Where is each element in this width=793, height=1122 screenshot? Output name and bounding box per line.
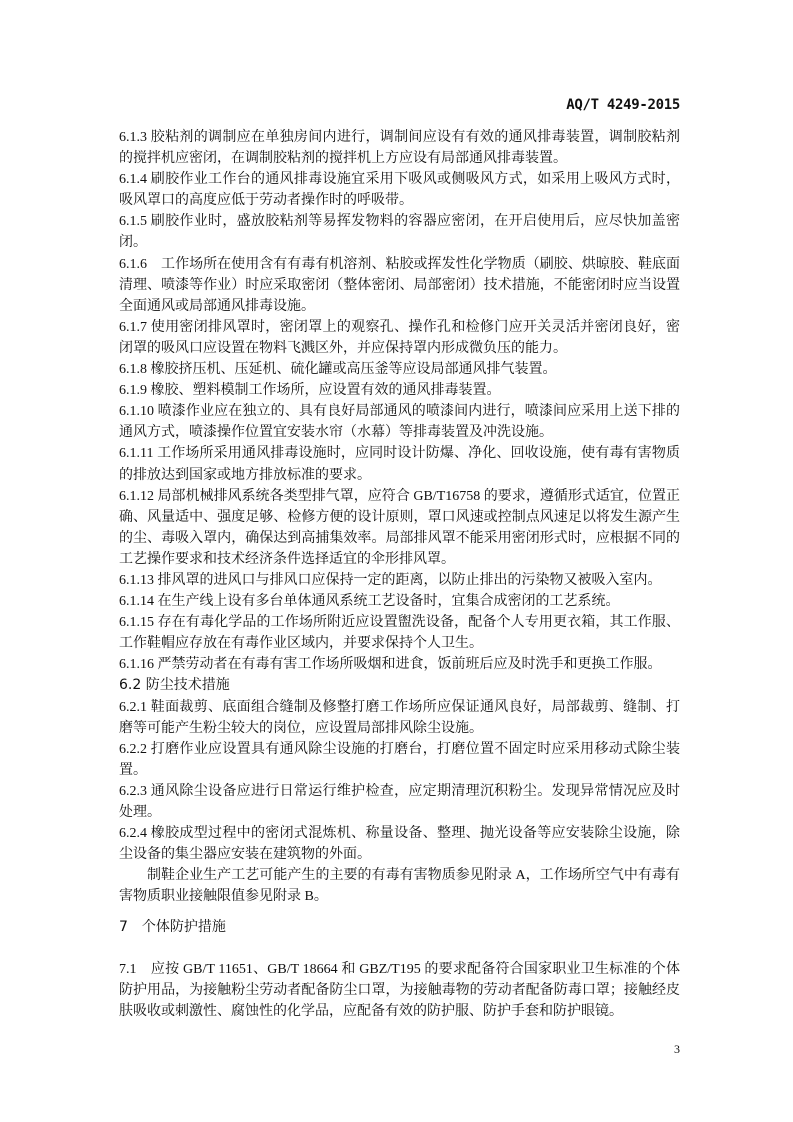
paragraph [119,127,680,169]
text-line: 闭。 [119,235,147,251]
text-line: 清理、喷漆等作业）时应采取密闭（整体密闭、局部密闭）技术措施，不能密闭时应当设置 [119,277,680,293]
text-line: 肤吸收或刺激性、腐蚀性的化学品，应配备有效的防护服、防护手套和防护眼镜。 [119,1003,623,1019]
text-line: 全面通风或局部通风排毒设施。 [119,298,315,314]
text-line: 6.2.3 通风除尘设备应进行日常运行维护检查，应定期清理沉积粉尘。发现异常情况应及时 [119,783,680,799]
paragraph [119,865,680,907]
text-line: 6.1.4 刷胶作业工作台的通风排毒设施宜采用下吸风或侧吸风方式，如采用上吸风方式时， [119,172,680,188]
text-line: 6.2 防尘技术措施 [119,677,230,694]
text-line: 6.1.15 存在有毒化学品的工作场所附近应设置盥洗设备，配备个人专用更衣箱，其工作服、 [119,615,680,631]
paragraph [119,443,680,485]
text-line: 处理。 [119,805,161,820]
text-line: 通风方式，喷漆操作位置宜安装水帘（水幕）等排毒装置及冲洗设施。 [119,425,553,441]
paragraph [119,359,680,380]
document-body [119,127,680,1022]
text-line: 6.1.8 橡胶挤压机、压延机、硫化罐或高压釜等应设局部通风排气装置。 [119,362,557,378]
paragraph [119,211,680,253]
text-line: 工艺操作要求和技术经济条件选择适宜的伞形排风罩。 [119,551,455,567]
paragraph [119,612,680,654]
text-line: 6.1.6 工作场所在使用含有有毒有机溶剂、粘胶或挥发性化学物质（刷胶、烘晾胶、鞋底面 [119,256,680,272]
text-line: 6.1.14 在生产线上设有多台单体通风系统工艺设备时，宜集合成密闭的工艺系统。 [119,594,620,610]
paragraph [119,486,680,570]
paragraph [119,781,680,823]
text-line: 确、风量适中、强度足够、检修方便的设计原则，罩口风速或控制点风速足以将发生源产生 [119,509,680,525]
text-line: 6.1.7 使用密闭排风罩时，密闭罩上的观察孔、操作孔和检修门应开关灵活并密闭良好，密 [119,319,680,335]
section-heading [119,917,680,938]
page-number: 3 [674,1042,680,1056]
text-line: 尘设备的集尘器应安装在建筑物的外面。 [119,847,371,863]
text-line: 的排放达到国家或地方排放标准的要求。 [119,467,371,483]
paragraph [119,570,680,591]
paragraph [119,169,680,211]
paragraph [119,254,680,317]
text-line: 6.1.10 喷漆作业应在独立的、具有良好局部通风的喷漆间内进行，喷漆间应采用上送下排的 [119,404,680,420]
paragraph [119,380,680,401]
text-line: 工作鞋帽应存放在有毒作业区域内，并要求保持个人卫生。 [119,636,483,652]
paragraph [119,654,680,675]
text-line: 防护用品，为接触粉尘劳动者配备防尘口罩，为接触毒物的劳动者配备防毒口罩；接触经皮 [119,982,680,998]
paragraph [119,317,680,359]
paragraph [119,591,680,612]
document-code-header: AQ/T 4249-2015 [566,97,680,113]
text-line: 6.1.12 局部机械排风系统各类型排气罩，应符合 GB/T16758 的要求，遵循形式适宜，位置正 [119,488,680,504]
text-line: 7 个体防护措施 [119,919,226,936]
text-line: 制鞋企业生产工艺可能产生的主要的有毒有害物质参见附录 A，工作场所空气中有毒有 [147,868,680,884]
paragraph [119,959,680,1022]
text-line: 6.1.3 胶粘剂的调制应在单独房间内进行，调制间应设有有效的通风排毒装置，调制胶粘剂 [119,130,680,145]
paragraph [119,401,680,443]
text-line: 6.2.2 打磨作业应设置具有通风除尘设施的打磨台，打磨位置不固定时应采用移动式除尘装 [119,741,680,757]
text-line: 6.2.4 橡胶成型过程中的密闭式混炼机、称量设备、整理、抛光设备等应安装除尘设施，除 [119,826,680,842]
text-line: 磨等可能产生粉尘较大的岗位，应设置局部排风除尘设施。 [119,720,483,736]
text-line: 闭罩的吸风口应设置在物料飞溅区外，并应保持罩内形成微负压的能力。 [119,340,567,356]
paragraph [119,697,680,739]
text-line: 6.1.5 刷胶作业时，盛放胶粘剂等易挥发物料的容器应密闭，在开启使用后，应尽快加盖密 [119,214,680,230]
text-line: 6.2.1 鞋面裁剪、底面组合缝制及修整打磨工作场所应保证通风良好，局部裁剪、缝制、打 [119,699,680,715]
text-line: 置。 [119,762,147,778]
text-line: 的搅拌机应密闭，在调制胶粘剂的搅拌机上方应设有局部通风排毒装置。 [119,151,567,167]
text-line: 6.1.9 橡胶、塑料模制工作场所，应设置有效的通风排毒装置。 [119,383,501,399]
text-line: 6.1.16 严禁劳动者在有毒有害工作场所吸烟和进食，饭前班后应及时洗手和更换工作服。 [119,657,662,673]
text-line: 6.1.13 排风罩的进风口与排风口应保持一定的距离，以防止排出的污染物又被吸入室内。 [119,572,662,588]
paragraph [119,823,680,865]
text-line: 吸风罩口的高度应低于劳动者操作时的呼吸带。 [119,193,413,209]
text-line: 害物质职业接触限值参见附录 B。 [119,889,328,905]
text-line: 的尘、毒吸入罩内，确保达到高捕集效率。局部排风罩不能采用密闭形式时，应根据不同的 [119,530,680,546]
text-line: 6.1.11 工作场所采用通风排毒设施时，应同时设计防爆、净化、回收设施，使有毒有害物质 [119,446,680,462]
text-line: 7.1 应按 GB/T 11651、GB/T 18664 和 GBZ/T195 的要求配备符合国家职业卫生标准的个体 [119,961,680,977]
paragraph [119,739,680,781]
section-heading [119,675,680,696]
